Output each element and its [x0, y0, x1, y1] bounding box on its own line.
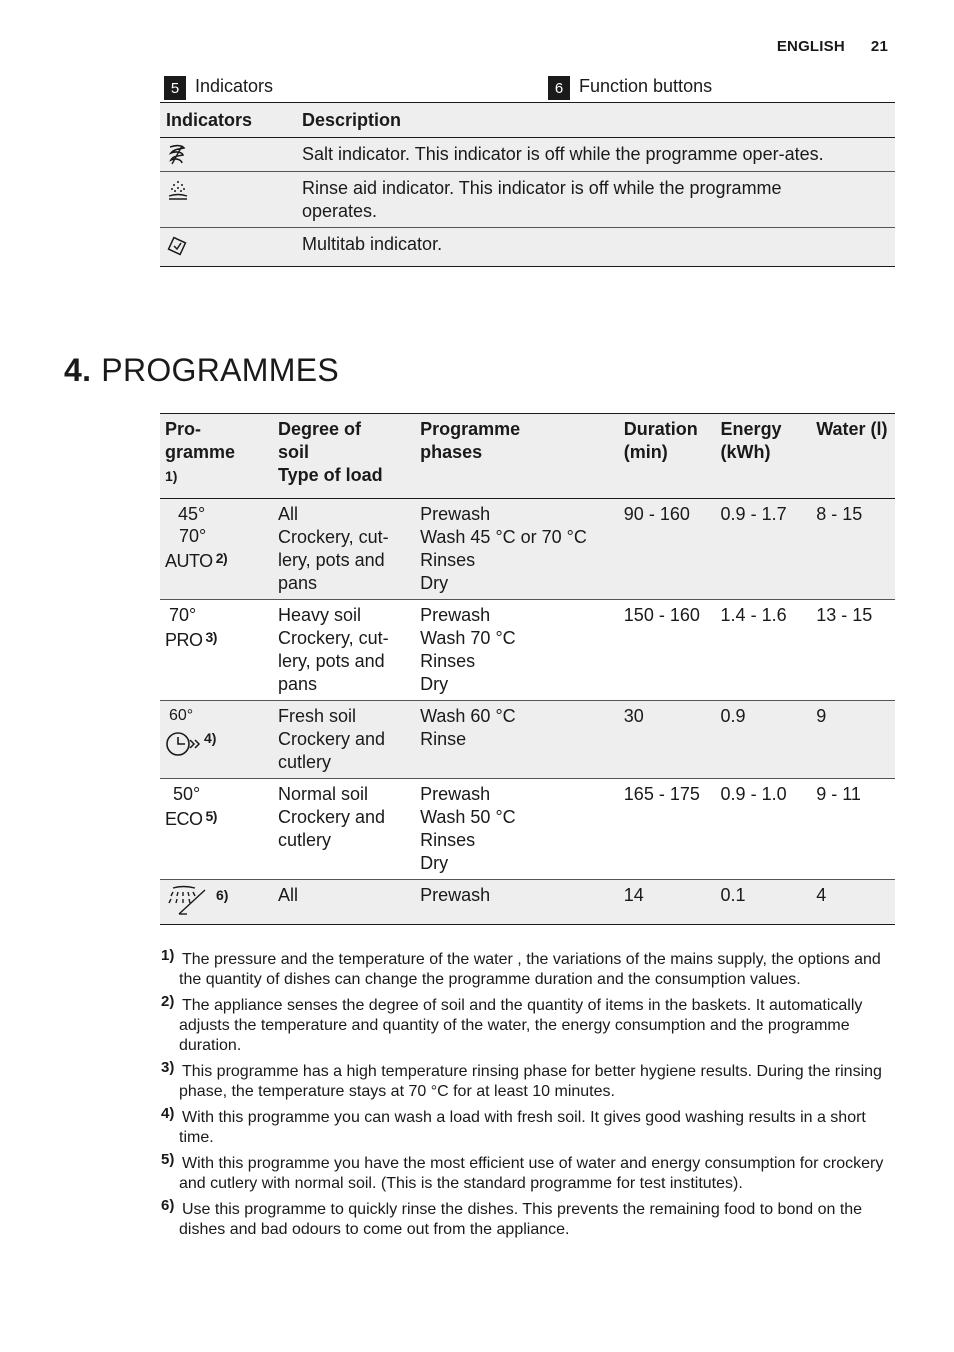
footnote: 2) The appliance senses the degree of soil and the quantity of items in the baskets. It automatically adjusts the temperature and quantity of the water, the energy consumption and the programme duration.: [161, 993, 863, 1054]
programme-symbol-pro: 70° PRO $^{3)}$: [160, 600, 273, 701]
quick-clock-icon: [165, 731, 201, 757]
footnote: 6) Use this programme to quickly rinse the dishes. This prevents the remaining food to bond on the dishes and bad odours to come out from the appliance.: [161, 1197, 863, 1238]
section-title: [64, 352, 339, 389]
column-header-duration: Duration (min): [619, 414, 716, 499]
language-label: ENGLISH: [776, 38, 845, 55]
indicators-table: [160, 102, 895, 267]
energy-cell: 1.4 - 1.6: [716, 600, 812, 701]
footnote: 4) With this programme you can wash a load with fresh soil. It gives good washing results in a short time.: [161, 1105, 866, 1146]
water-cell: 9: [811, 701, 895, 779]
legend: [164, 72, 894, 96]
table-row: 45° 70° AUTO $^{2)}$ All Crockery, cut-lery, pots and pans Prewash Wash 45 °C or 70 °C Rinses Dry 90 - 160 0.9 - 1.7 8 - 15: [160, 499, 895, 600]
footnote-ref: 1): [165, 468, 178, 484]
salt-indicator-icon: [166, 143, 188, 167]
page-number: 21: [870, 38, 888, 55]
indicator-description: Salt indicator. This indicator is off while the programme oper-ates.: [296, 138, 895, 172]
programme-symbol-auto: 45° 70° AUTO $^{2)}$: [160, 499, 273, 600]
footnote: 3) This programme has a high temperature rinsing phase for better hygiene results. During the rinsing phase, the temperature stays at 70 °C for at least 10 minutes.: [161, 1059, 882, 1100]
column-header-phases: Programme phases: [415, 414, 619, 499]
programmes-table: [160, 413, 895, 925]
legend-number: 6: [548, 76, 570, 100]
column-header-soil: Degree of soil Type of load: [273, 414, 415, 499]
footnote-ref: 5): [205, 808, 217, 824]
footnotes: [160, 947, 895, 1246]
legend-item-function-buttons: [548, 72, 712, 100]
duration-cell: 30: [619, 701, 716, 779]
column-header-programme: Pro-gramme 1): [160, 414, 273, 499]
water-cell: 9 - 11: [811, 779, 895, 880]
footnote-ref: 2): [215, 550, 228, 566]
duration-cell: 150 - 160: [619, 600, 716, 701]
legend-label: Indicators: [195, 75, 274, 96]
duration-cell: 90 - 160: [619, 499, 716, 600]
energy-cell: 0.9 - 1.7: [716, 499, 812, 600]
table-row: [160, 228, 895, 267]
legend-item-indicators: [164, 72, 273, 100]
water-cell: 13 - 15: [811, 600, 895, 701]
section-number: 4.: [64, 352, 92, 388]
legend-label: Function buttons: [579, 75, 713, 96]
table-row: [160, 138, 895, 172]
table-row: 60° $^{4)}$ Fresh soil Crockery and cutlery Wash 60 °C Rinse 30 0.9 9: [160, 701, 895, 779]
energy-cell: 0.9: [716, 701, 812, 779]
programme-symbol-rinse-hold: [160, 880, 273, 925]
duration-cell: 14: [619, 880, 716, 925]
page-header: [777, 38, 888, 55]
duration-cell: 165 - 175: [619, 779, 716, 880]
footnote: 5) With this programme you have the most efficient use of water and energy consumption for crockery and cutlery with normal soil. (This is the standard programme for test institutes).: [161, 1151, 884, 1192]
table-row: 50° ECO $^{5)}$ Normal soil Crockery and cutlery Prewash Wash 50 °C Rinses Dry 165 - 175 0.9 - 1.0 9 - 11: [160, 779, 895, 880]
footnote: 1) The pressure and the temperature of the water , the variations of the mains supply, the options and the quantity of dishes can change the programme duration and the consumption values.: [161, 947, 881, 988]
column-header-description: Description: [296, 103, 895, 138]
programme-symbol-eco: 50° ECO $^{5)}$: [160, 779, 273, 880]
rinse-aid-indicator-icon: [166, 178, 190, 202]
programme-symbol-quick: 60° $^{4)}$: [160, 701, 273, 779]
column-header-energy: Energy (kWh): [716, 414, 812, 499]
footnote-ref: 4): [204, 730, 217, 746]
table-row: $^{6)}$ All Prewash 14 0.1 4: [160, 880, 895, 925]
rinse-hold-icon: [165, 884, 213, 918]
column-header-water: Water (l): [811, 414, 895, 499]
legend-number: 5: [164, 76, 186, 100]
energy-cell: 0.1: [716, 880, 812, 925]
water-cell: 4: [811, 880, 895, 925]
energy-cell: 0.9 - 1.0: [716, 779, 812, 880]
indicator-description: Rinse aid indicator. This indicator is off while the programme operates.: [296, 172, 895, 228]
section-heading: PROGRAMMES: [101, 352, 339, 388]
table-row: 70° PRO $^{3)}$ Heavy soil Crockery, cut-lery, pots and pans Prewash Wash 70 °C Rinses Dry 150 - 160 1.4 - 1.6 13 - 15: [160, 600, 895, 701]
water-cell: 8 - 15: [811, 499, 895, 600]
indicator-description: Multitab indicator.: [296, 228, 895, 267]
multitab-indicator-icon: [166, 235, 188, 257]
table-row: [160, 172, 895, 228]
footnote-ref: 3): [205, 629, 217, 645]
footnote-ref: 6): [216, 887, 229, 903]
column-header-indicators: Indicators: [160, 103, 296, 138]
